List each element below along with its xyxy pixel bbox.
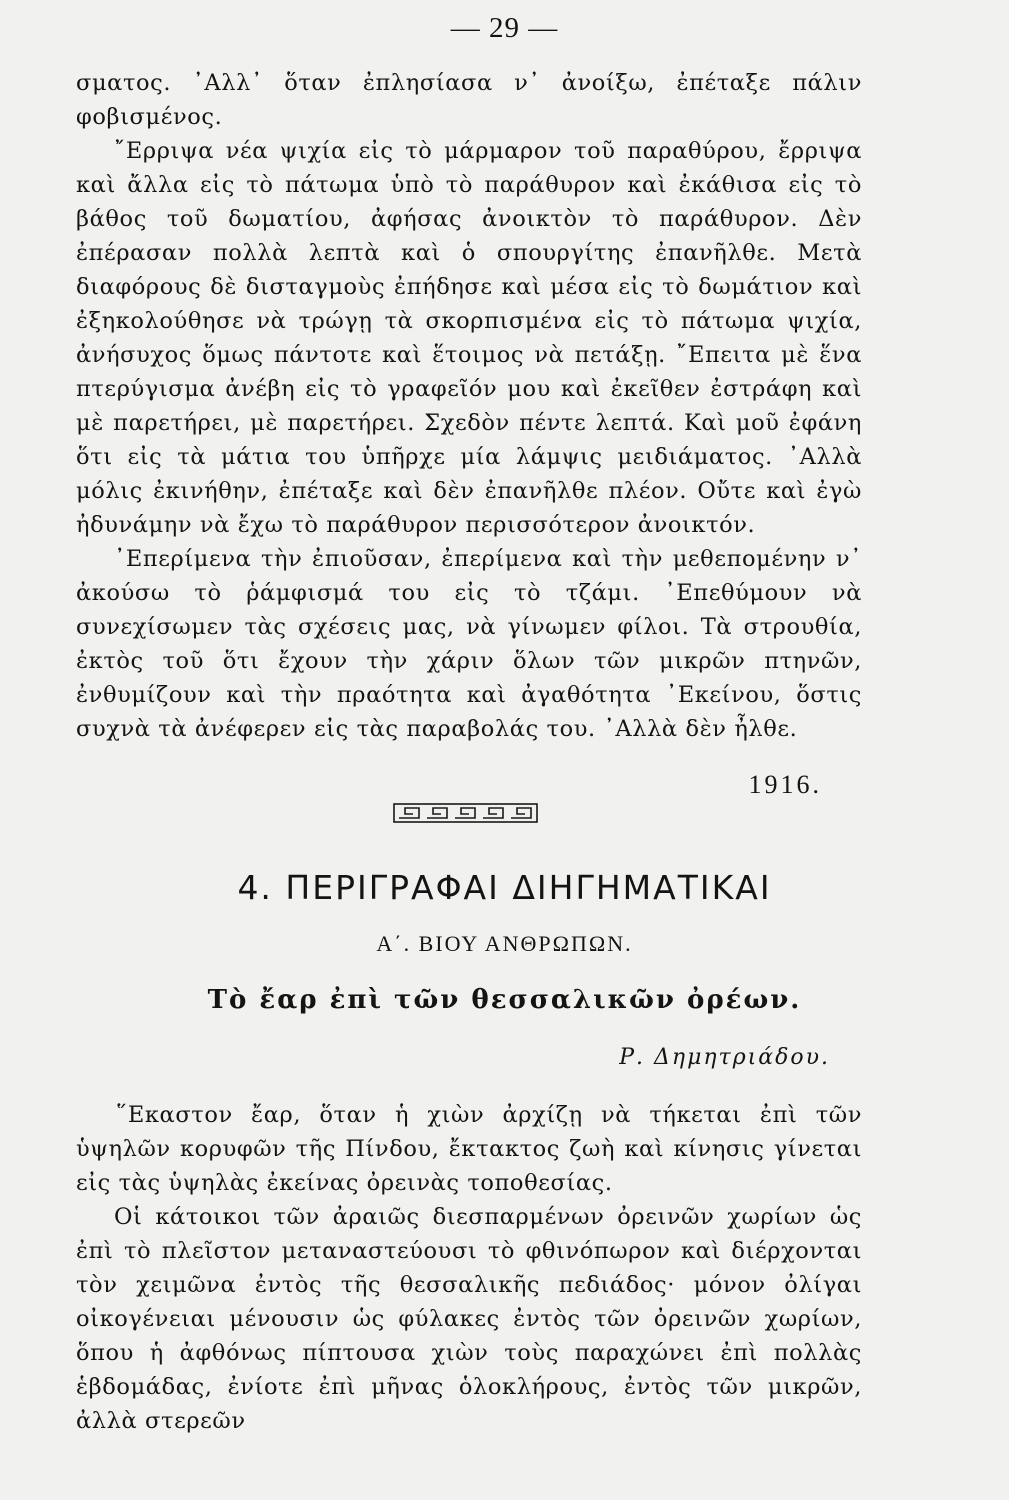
- greek-key-ornament: [393, 802, 538, 824]
- article-author: Ρ. Δημητριάδου.: [619, 1045, 830, 1070]
- section-heading: 4. ΠΕΡΙΓΡΑΦΑΙ ΔΙΗΓΗΜΑΤΙΚΑΙ: [237, 868, 772, 907]
- article-body: [76, 1098, 862, 1438]
- paragraph: Οἱ κάτοικοι τῶν ἀραιῶς διεσπαρμένων ὀρεινῶν χωρίων ὡς ἐπὶ τὸ πλεῖστον μεταναστεύουσι τὸ φθινόπωρον καὶ διέρχονται τὸν χειμῶνα ἐντὸς τῆς θεσσαλικῆς πεδιάδος· μόνον ὀλίγαι οἰκογένειαι μένουσιν ὡς φύλακες ἐντὸς τῶν ὀρεινῶν χωρίων, ὅπου ἡ ἀφθόνως πίπτουσα χιὼν τοὺς παραχώνει ἐπὶ πολλὰς ἑβδομάδας, ἐνίοτε ἐπὶ μῆνας ὁλοκλήρους, ἐντὸς τῶν μικρῶν, ἀλλὰ στερεῶν: [76, 1204, 862, 1434]
- paragraph: ῞Εκαστον ἔαρ, ὅταν ἡ χιὼν ἀρχίζῃ νὰ τήκεται ἐπὶ τῶν ὑψηλῶν κορυφῶν τῆς Πίνδου, ἔκτακτος ζωὴ καὶ κίνησις γίνεται εἰς τὰς ὑψηλὰς ἐκείνας ὀρεινὰς τοποθεσίας.: [76, 1102, 862, 1196]
- article-title: Τὸ ἔαρ ἐπὶ τῶν θεσσαλικῶν ὀρέων.: [207, 985, 802, 1015]
- story-ending-text: [76, 66, 862, 746]
- story-date: 1916.: [748, 770, 822, 799]
- paragraph-continued: σματος. ᾿Αλλ᾿ ὅταν ἐπλησίασα ν᾿ ἀνοίξω, ἐπέταξε πάλιν φοβισμένος.: [76, 70, 862, 130]
- page-number: — 29 —: [450, 12, 559, 44]
- paragraph: ᾿Επερίμενα τὴν ἐπιοῦσαν, ἐπερίμενα καὶ τὴν μεθεπομένην ν᾿ ἀκούσω τὸ ῥάμφισμά του εἰς τὸ τζάμι. ᾿Επεθύμουν νὰ συνεχίσωμεν τὰς σχέσεις μας, νὰ γίνωμεν φίλοι. Τὰ στρουθία, ἐκτὸς τοῦ ὅτι ἔχουν τὴν χάριν ὅλων τῶν μικρῶν πτηνῶν, ἐνθυμίζουν καὶ τὴν πραότητα καὶ ἀγαθότητα ᾿Εκείνου, ὅστις συχνὰ τὰ ἀνέφερεν εἰς τὰς παραβολάς του. ᾿Αλλὰ δὲν ἦλθε.: [76, 546, 862, 742]
- paragraph: ῎Ερριψα νέα ψιχία εἰς τὸ μάρμαρον τοῦ παραθύρου, ἔρριψα καὶ ἄλλα εἰς τὸ πάτωμα ὑπὸ τὸ παράθυρον καὶ ἐκάθισα εἰς τὸ βάθος τοῦ δωματίου, ἀφήσας ἀνοικτὸν τὸ παράθυρον. Δὲν ἐπέρασαν πολλὰ λεπτὰ καὶ ὁ σπουργίτης ἐπανῆλθε. Μετὰ διαφόρους δὲ δισταγμοὺς ἐπήδησε καὶ μέσα εἰς τὸ δωμάτιον καὶ ἐξηκολούθησε νὰ τρώγῃ τὰ σκορπισμένα εἰς τὸ πάτωμα ψιχία, ἀνήσυχος ὅμως πάντοτε καὶ ἕτοιμος νὰ πετάξῃ. ῎Επειτα μὲ ἕνα πτερύγισμα ἀνέβη εἰς τὸ γραφεῖόν μου καὶ ἐκεῖθεν ἐστράφη καὶ μὲ παρετήρει, μὲ παρετήρει. Σχεδὸν πέντε λεπτά. Καὶ μοῦ ἐφάνη ὅτι εἰς τὰ μάτια του ὑπῆρχε μία λάμψις μειδιάματος. ᾿Αλλὰ μόλις ἐκινήθην, ἐπέταξε καὶ δὲν ἐπανῆλθε πλέον. Οὔτε καὶ ἐγὼ ἠδυνάμην νὰ ἔχω τὸ παράθυρον περισσότερον ἀνοικτόν.: [76, 138, 862, 538]
- subsection-heading: Α΄. ΒΙΟΥ ΑΝΘΡΩΠΩΝ.: [376, 931, 633, 956]
